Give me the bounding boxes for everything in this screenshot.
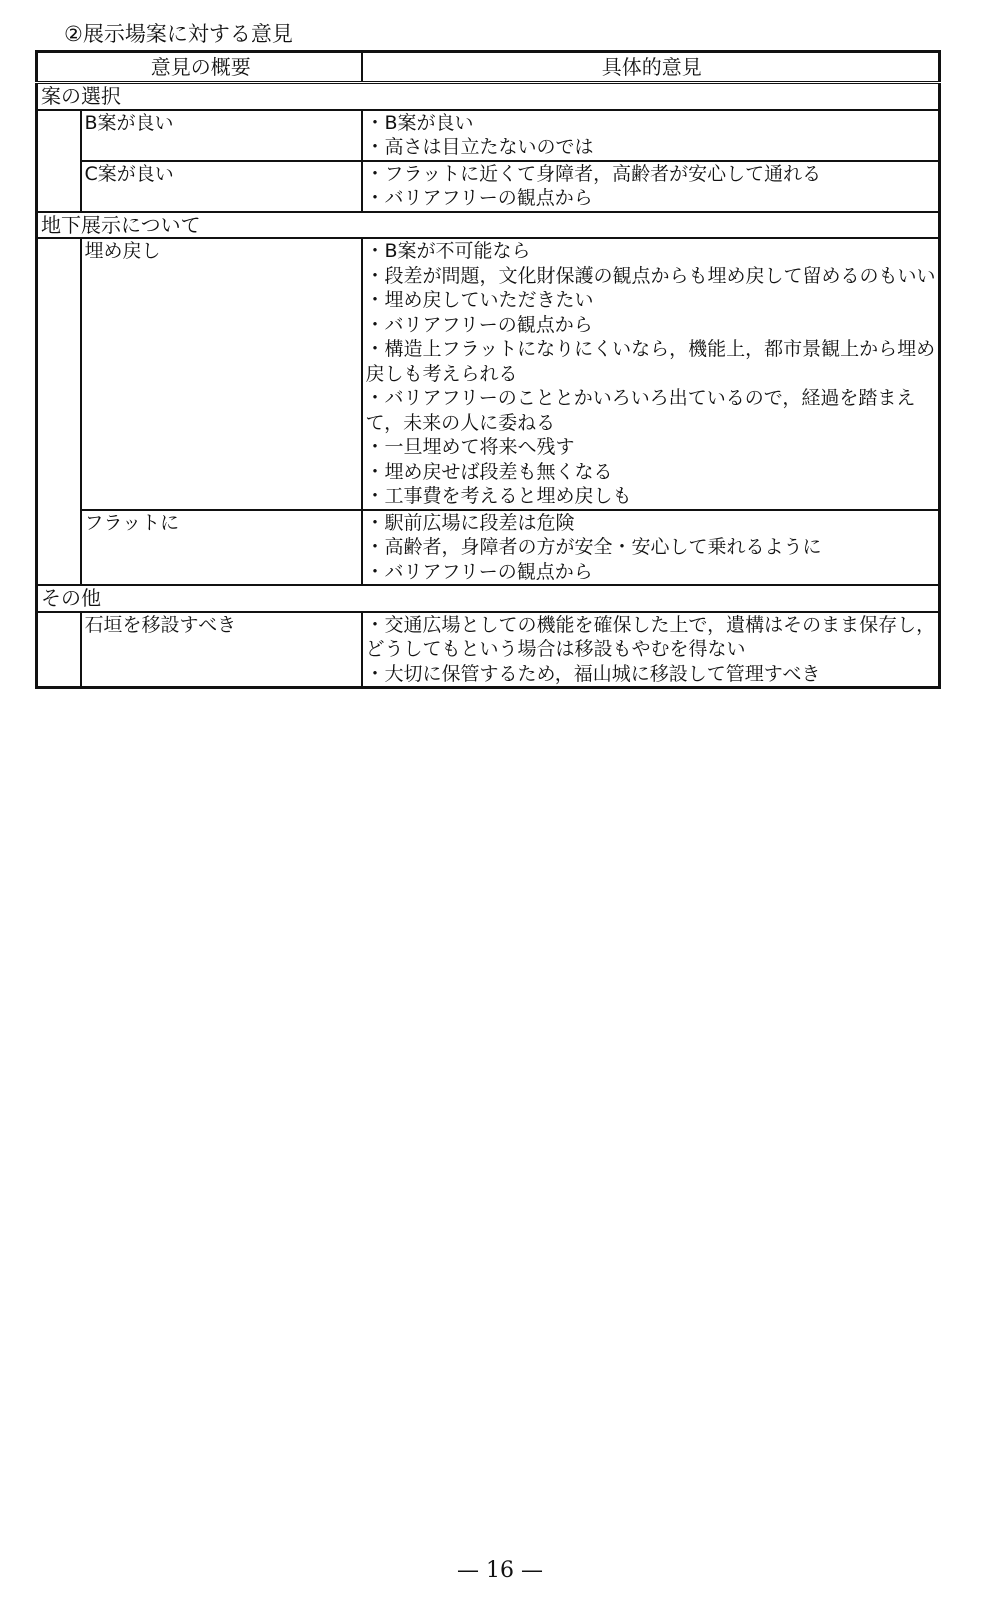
detail-line: ・高さは目立たないのでは: [365, 136, 594, 158]
table-header-row: [37, 52, 940, 83]
opinion-summary: C案が良い: [81, 161, 362, 212]
opinion-details: [362, 612, 940, 688]
header-summary: 意見の概要: [37, 52, 362, 83]
indent-cell: [37, 161, 81, 212]
table-row: [37, 612, 940, 688]
opinion-summary: 埋め戻し: [81, 238, 362, 510]
detail-line: ・バリアフリーの観点から: [365, 313, 593, 336]
section-row: [37, 212, 940, 239]
table-body: [37, 83, 940, 688]
section-label: 地下展示について: [37, 212, 940, 239]
section-row: [37, 585, 940, 612]
detail-line: ・B案が不可能なら: [365, 240, 531, 262]
detail-line: ・高齢者，身障者の方が安全・安心して乗れるように: [365, 536, 822, 558]
section-label: その他: [37, 585, 940, 612]
detail-line: ・バリアフリーの観点から: [365, 560, 593, 583]
detail-line: ・工事費を考えると埋め戻しも: [365, 485, 632, 507]
detail-line: ・フラットに近くて身障者，高齢者が安心して通れる: [365, 162, 822, 185]
detail-line: ・バリアフリーのこととかいろいろ出ているので，経過を踏まえて，未来の人に委ねる: [365, 387, 916, 434]
detail-line: ・一旦埋めて将来へ残す: [365, 436, 575, 458]
document-title: ②展示場案に対する意見: [64, 22, 293, 46]
detail-line: ・B案が良い: [365, 111, 474, 134]
opinion-summary: B案が良い: [81, 110, 362, 161]
page-number: — 16 —: [457, 1558, 543, 1583]
opinion-details: [362, 161, 940, 212]
indent-cell: [37, 510, 81, 586]
table-row: [37, 161, 940, 212]
section-row: [37, 83, 940, 110]
detail-line: ・バリアフリーの観点から: [365, 187, 593, 209]
detail-line: ・交通広場としての機能を確保した上で，遺構はそのまま保存し，どうしてもという場合は移設もやむを得ない: [365, 613, 936, 660]
section-label: 案の選択: [37, 83, 940, 110]
indent-cell: [37, 238, 81, 510]
opinion-summary: 石垣を移設すべき: [81, 612, 362, 688]
opinion-summary: フラットに: [81, 510, 362, 586]
opinion-details: [362, 110, 940, 161]
table-row: [37, 110, 940, 161]
opinion-details: [362, 510, 940, 586]
header-details: 具体的意見: [362, 52, 940, 83]
detail-line: ・大切に保管するため，福山城に移設して管理すべき: [365, 662, 821, 685]
table-row: [37, 510, 940, 586]
detail-line: ・埋め戻せば段差も無くなる: [365, 460, 613, 483]
detail-line: ・段差が問題，文化財保護の観点からも埋め戻して留めるのもいい: [365, 264, 936, 287]
indent-cell: [37, 612, 81, 688]
table-row: [37, 238, 940, 510]
opinions-table: [35, 50, 941, 689]
detail-line: ・構造上フラットになりにくいなら，機能上，都市景観上から埋め戻しも考えられる: [365, 338, 936, 385]
detail-line: ・駅前広場に段差は危険: [365, 511, 575, 534]
detail-line: ・埋め戻していただきたい: [365, 289, 594, 311]
opinion-details: [362, 238, 940, 510]
indent-cell: [37, 110, 81, 161]
